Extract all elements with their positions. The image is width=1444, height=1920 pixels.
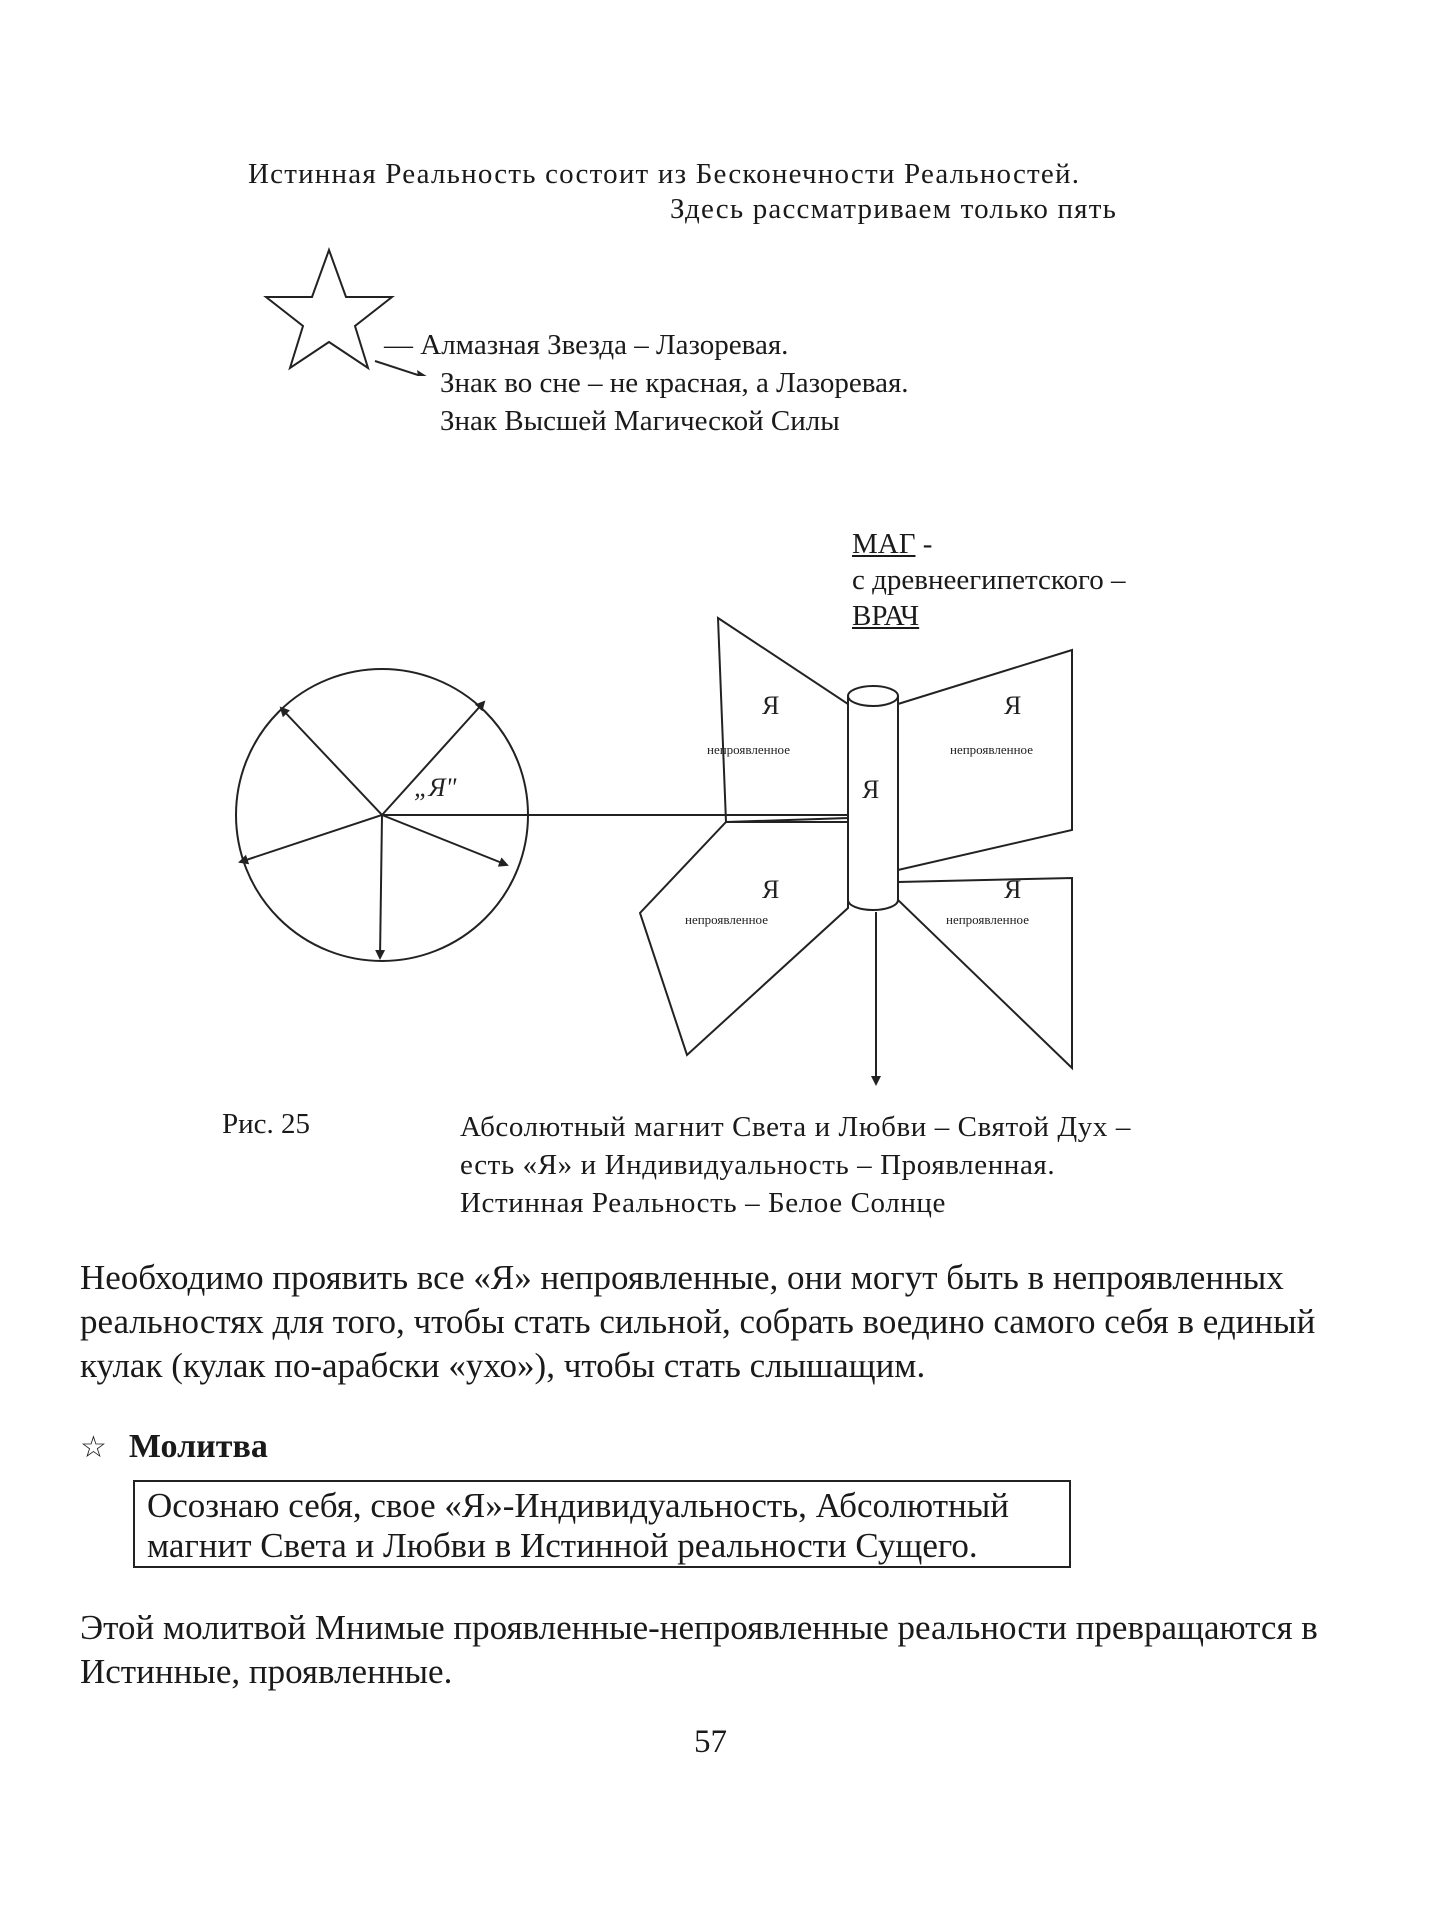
prayer-star-icon: ☆ [80, 1431, 107, 1464]
page-number: 57 [694, 1724, 727, 1760]
caption-line-1: Абсолютный магнит Света и Любви – Святой Дух – [460, 1111, 1131, 1143]
star-note-line-3: Знак Высшей Магической Силы [440, 405, 840, 437]
center-ya-label: Я [862, 775, 880, 804]
figure-25-diagram [0, 600, 1444, 1100]
prayer-heading [80, 1428, 268, 1466]
star-note [384, 326, 909, 440]
wing-bl-title: Я [762, 875, 780, 904]
intro-line-1: Истинная Реальность состоит из Бесконечности Реальностей. [248, 158, 1081, 190]
wing-br-sub: непроявленное [946, 912, 1029, 927]
caption-line-3: Истинная Реальность – Белое Солнце [460, 1187, 947, 1219]
wing-bl-sub: непроявленное [685, 912, 768, 927]
caption-line-2: есть «Я» и Индивидуальность – Проявленная. [460, 1149, 1056, 1181]
star-note-line-1: — Алмазная Звезда – Лазоревая. [384, 329, 789, 361]
star-note-line-2: Знак во сне – не красная, а Лазоревая. [440, 367, 909, 399]
intro-line-2: Здесь рассматриваем только пять [670, 193, 1118, 225]
mag-dash: - [915, 528, 933, 560]
star-arrow-head [417, 370, 433, 376]
paragraph-2: Этой молитвой Мнимые проявленные-непроявленные реальности превращаются в Истинные, проявленные. [80, 1608, 1318, 1691]
wing-tl-title: Я [762, 691, 780, 720]
wing-br-title: Я [1004, 875, 1022, 904]
wing-tr-title: Я [1004, 691, 1022, 720]
wing-top-left [718, 618, 848, 822]
prayer-box: Осознаю себя, свое «Я»-Индивидуальность, Абсолютный магнит Света и Любви в Истинной реальности Сущего. [133, 1480, 1071, 1568]
wing-bottom-left [640, 822, 848, 1055]
circle-ya-label: „Я" [414, 773, 457, 802]
wing-tr-sub: непроявленное [950, 742, 1033, 757]
mag-note-line-3: ВРАЧ [852, 600, 920, 632]
mag-note-line-2: с древнеегипетского – [852, 564, 1126, 596]
wing-bottom-right [898, 878, 1072, 1068]
prayer-heading-text: Молитва [128, 1428, 268, 1465]
figure-label: Рис. 25 [222, 1108, 311, 1140]
wing-tl-sub: непроявленное [707, 742, 790, 757]
paragraph-1: Необходимо проявить все «Я» непроявленные, они могут быть в непроявленных реальностях для того, чтобы стать сильной, собрать воедино самого себя в единый кулак (кулак по-арабски «ухо»), чтобы стать слышащим. [80, 1258, 1316, 1385]
figure-caption [460, 1108, 1131, 1222]
mag-word: МАГ [852, 528, 916, 560]
wing-top-right [898, 650, 1072, 870]
